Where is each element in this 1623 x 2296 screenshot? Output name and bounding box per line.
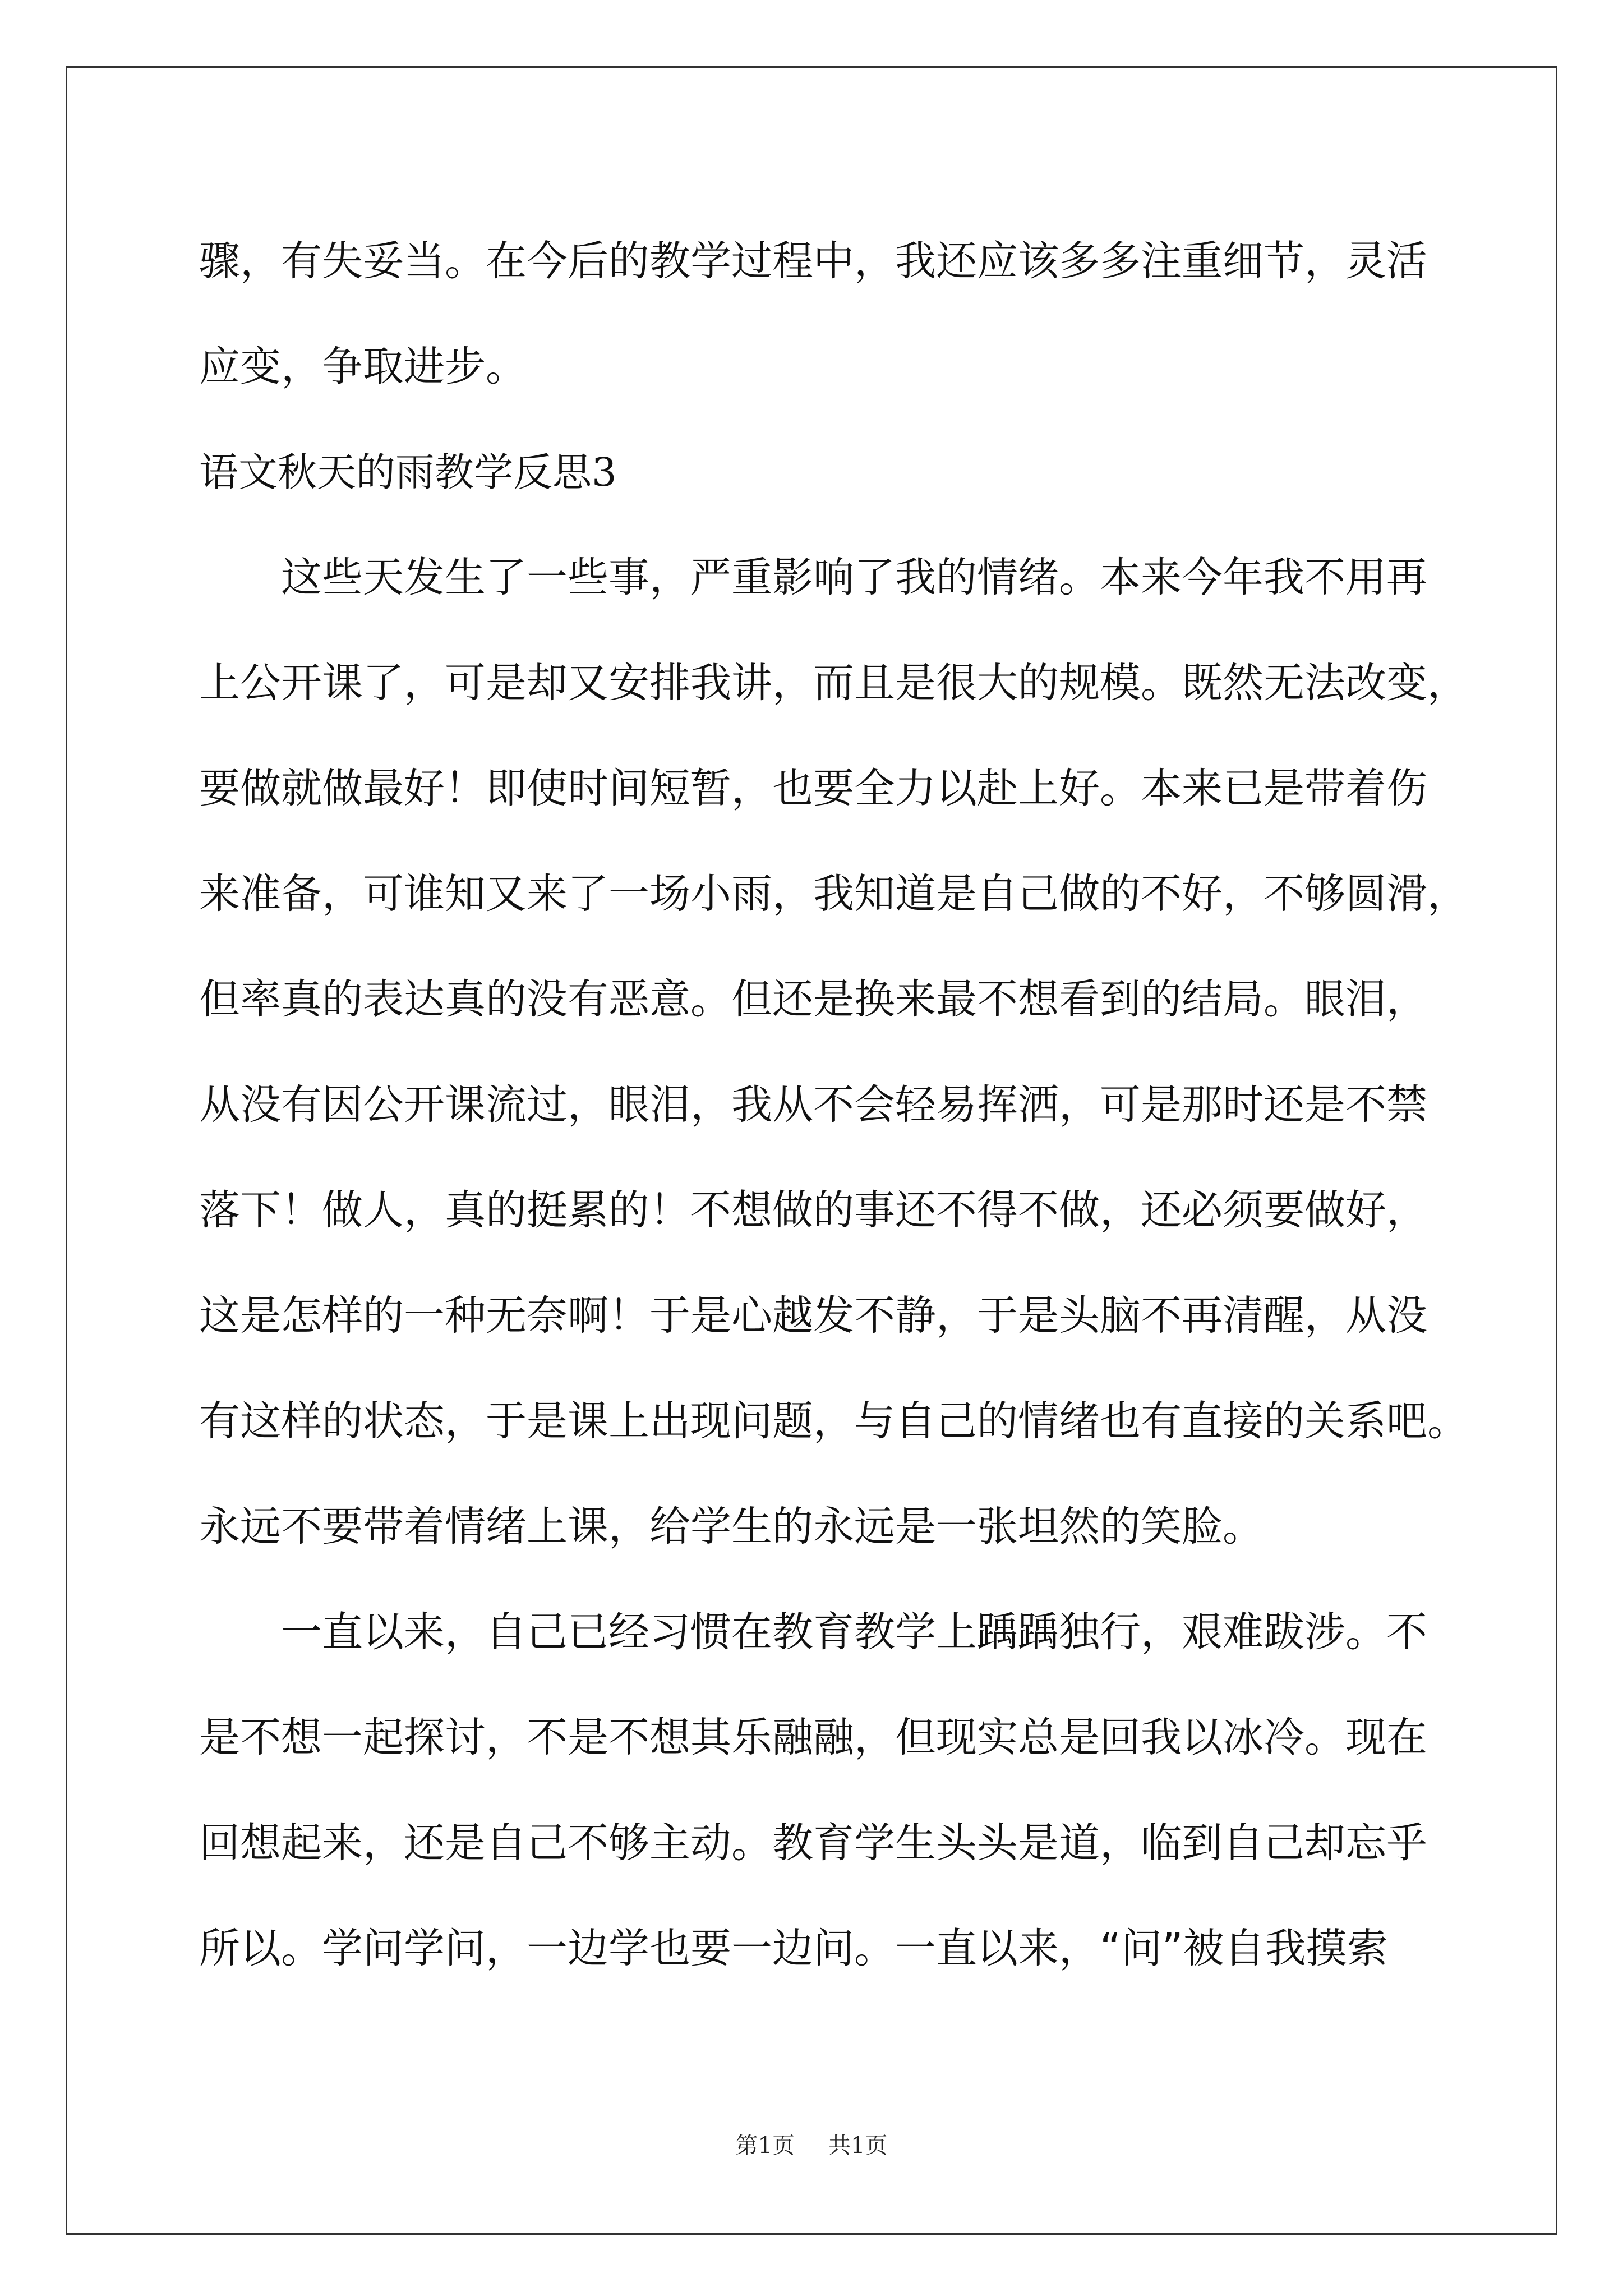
page-total: 共1页 (828, 2133, 888, 2159)
text-line: 骤，有失妥当。在今后的教学过程中，我还应该多多注重细节，灵活 (199, 237, 1427, 285)
text-line: 落下！做人，真的挺累的！不想做的事还不得不做，还必须要做好， (199, 1186, 1427, 1234)
page-number: 第1页 (735, 2133, 795, 2159)
text-line: 上公开课了，可是却又安排我讲，而且是很大的规模。既然无法改变， (199, 659, 1468, 707)
document-body (199, 209, 1468, 2001)
text-line: 一直以来，自己已经习惯在教育教学上踽踽独行，艰难跋涉。不 (199, 1608, 1427, 1656)
text-line: 来准备，可谁知又来了一场小雨，我知道是自己做的不好，不够圆滑， (199, 870, 1468, 918)
text-line: 这些天发生了一些事，严重影响了我的情绪。本来今年我不用再 (199, 554, 1427, 601)
text-line: 应变，争取进步。 (199, 343, 527, 390)
text-line: 回想起来，还是自己不够主动。教育学生头头是道，临到自己却忘乎 (199, 1819, 1427, 1867)
text-line: 从没有因公开课流过，眼泪，我从不会轻易挥洒，可是那时还是不禁 (199, 1081, 1427, 1129)
text-line: 是不想一起探讨，不是不想其乐融融，但现实总是回我以冰冷。现在 (199, 1714, 1427, 1761)
text-line: 有这样的状态，于是课上出现问题，与自己的情绪也有直接的关系吧。 (199, 1397, 1468, 1445)
text-line: 所以。学问学问，一边学也要一边问。一直以来，“问”被自我摸索 (199, 1925, 1388, 1972)
text-line: 但率真的表达真的没有恶意。但还是换来最不想看到的结局。眼泪， (199, 976, 1427, 1023)
text-line: 这是怎样的一种无奈啊！于是心越发不静，于是头脑不再清醒，从没 (199, 1292, 1427, 1340)
text-line: 要做就做最好！即使时间短暂，也要全力以赴上好。本来已是带着伤 (199, 765, 1427, 812)
section-heading: 语文秋天的雨教学反思3 (199, 449, 617, 495)
page-footer (0, 2129, 1623, 2162)
text-line: 永远不要带着情绪上课，给学生的永远是一张坦然的笑脸。 (199, 1503, 1264, 1550)
